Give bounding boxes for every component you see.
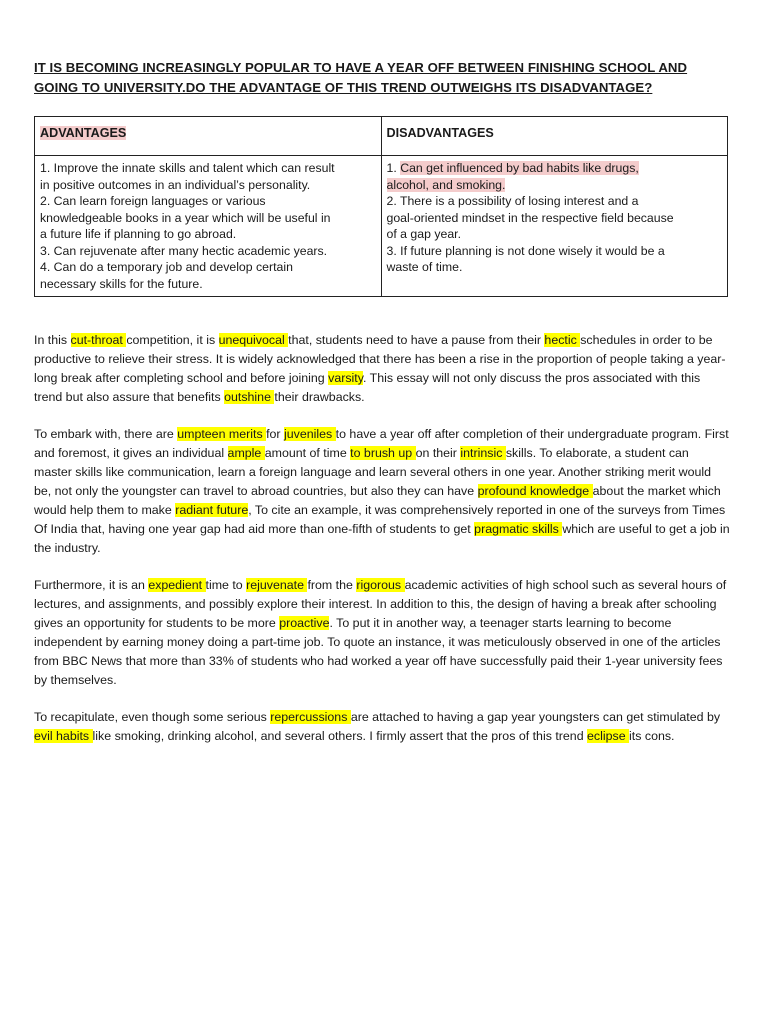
disadvantage-line: 3. If future planning is not done wisely it would be a xyxy=(386,243,665,258)
title-line-2: GOING TO UNIVERSITY.DO THE ADVANTAGE OF THIS TREND OUTWEIGHS ITS DISADVANTAGE? xyxy=(34,80,653,95)
paragraph-text: from the xyxy=(307,578,357,593)
body-paragraph-2 xyxy=(34,576,730,689)
highlighted-vocabulary: cut-throat xyxy=(70,333,127,347)
paragraph-text: To embark with, there are xyxy=(34,427,178,442)
document-page xyxy=(34,58,730,765)
paragraph-text: , To cite an example, it was comprehensively reported in one of the surveys from Times Of India that, having one year gap had aid more than one-fifth of students to get xyxy=(34,502,726,536)
highlighted-vocabulary: pragmatic skills xyxy=(474,521,563,536)
paragraph-text: that, students need to have a pause from their xyxy=(288,333,545,347)
paragraph-text: To recapitulate, even though some serious xyxy=(34,710,271,725)
disadvantages-list xyxy=(381,156,728,297)
paragraph-text: on their xyxy=(415,446,461,461)
highlighted-vocabulary: proactive xyxy=(279,616,330,631)
advantage-line: necessary skills for the future. xyxy=(40,276,203,291)
paragraph-text: which are useful to get a job in the industry. xyxy=(34,521,730,555)
advantage-line: 2. Can learn foreign languages or various xyxy=(40,194,266,208)
advantage-line: knowledgeable books in a year which will be useful in xyxy=(40,210,331,225)
advantage-line: in positive outcomes in an individual’s personality. xyxy=(40,177,311,192)
advantage-line: 3. Can rejuvenate after many hectic academic years. xyxy=(40,243,328,258)
paragraph-text: schedules in order to be productive to relieve their stress. It is widely acknowledged that there has been a rise in the proportion of people taking a year-long break after completing school and before joining xyxy=(34,333,726,385)
highlighted-vocabulary: radiant future xyxy=(175,502,249,517)
disadvantage-prefix: 1. xyxy=(386,161,401,175)
advantages-header-cell xyxy=(35,117,382,156)
paragraph-text: are attached to having a gap year youngsters can get stimulated by xyxy=(350,710,721,725)
highlighted-disadvantage: alcohol, and smoking. xyxy=(386,177,506,192)
highlighted-vocabulary: juveniles xyxy=(284,427,336,442)
highlighted-vocabulary: to brush up xyxy=(350,446,416,461)
paragraph-text: to have a year off after completion of their undergraduate program. First and foremost, it gives an individual xyxy=(34,427,729,461)
paragraph-text: amount of time xyxy=(264,446,351,461)
paragraph-text: for xyxy=(266,427,284,442)
advantage-line: a future life if planning to go abroad. xyxy=(40,227,237,241)
body-paragraph-1 xyxy=(34,425,730,557)
essay-title xyxy=(34,58,730,98)
highlighted-vocabulary: evil habits xyxy=(34,729,93,744)
paragraph-text: their drawbacks. xyxy=(274,389,365,404)
highlighted-vocabulary: repercussions xyxy=(270,710,351,725)
disadvantage-line: 2. There is a possibility of losing interest and a xyxy=(386,194,639,208)
highlighted-vocabulary: ample xyxy=(227,446,265,461)
paragraph-text: competition, it is xyxy=(126,333,219,347)
paragraph-text: time to xyxy=(205,578,247,593)
essay-body xyxy=(34,331,730,746)
highlighted-vocabulary: hectic xyxy=(544,333,581,347)
paragraph-text: about the market which would help them to make xyxy=(34,484,721,517)
highlighted-vocabulary: profound knowledge xyxy=(477,484,593,499)
highlighted-vocabulary: umpteen merits xyxy=(177,427,267,442)
disadvantage-line: of a gap year. xyxy=(386,227,462,241)
paragraph-text: Furthermore, it is an xyxy=(34,578,149,593)
highlighted-vocabulary: expedient xyxy=(148,578,206,593)
highlighted-vocabulary: varsity xyxy=(328,370,364,385)
highlighted-disadvantage: Can get influenced by bad habits like drugs, xyxy=(400,161,639,175)
highlighted-vocabulary: intrinsic xyxy=(460,446,506,461)
highlighted-vocabulary: rejuvenate xyxy=(246,578,308,593)
introduction-paragraph xyxy=(34,331,730,407)
paragraph-text: . To put it in another way, a teenager starts learning to become independent by earning money doing a part-time job. To quote an instance, it was meticulously observed in one of the articles from BBC News that more than 33% of students who had worked a year off have successfully paid their 1-year university fees by themselves. xyxy=(34,616,723,687)
pros-cons-table xyxy=(34,116,728,297)
paragraph-text: In this xyxy=(34,333,71,347)
paragraph-text: its cons. xyxy=(629,729,675,744)
advantage-line: 4. Can do a temporary job and develop certain xyxy=(40,260,293,274)
disadvantage-line: waste of time. xyxy=(386,260,463,274)
highlighted-vocabulary: outshine xyxy=(224,389,275,404)
disadvantages-header: DISADVANTAGES xyxy=(386,126,494,140)
highlighted-vocabulary: eclipse xyxy=(587,729,630,744)
disadvantage-line: goal-oriented mindset in the respective field because xyxy=(386,210,674,225)
disadvantage-line xyxy=(387,160,723,177)
paragraph-text: skills. To elaborate, a student can master skills like communication, learn a foreign language and learn several others in one year. Another striking merit would be, not only the youngster can travel to abroad countries, but also they can have xyxy=(34,446,712,499)
highlighted-vocabulary: rigorous xyxy=(356,578,405,593)
paragraph-text: like smoking, drinking alcohol, and several others. I firmly assert that the pros of this trend xyxy=(92,729,588,744)
highlighted-vocabulary: unequivocal xyxy=(218,333,289,347)
advantage-line: 1. Improve the innate skills and talent which can result xyxy=(40,161,335,175)
paragraph-text: . This essay will not only discuss the pros associated with this trend but also assure that benefits xyxy=(34,370,701,404)
disadvantage-line xyxy=(387,177,723,194)
advantages-list xyxy=(35,156,382,297)
conclusion-paragraph xyxy=(34,708,730,746)
advantages-header: ADVANTAGES xyxy=(40,126,127,140)
disadvantages-header-cell xyxy=(381,117,728,156)
paragraph-text: academic activities of high school such as several hours of lectures, and assignments, and possibly explore their interest. In addition to this, the design of having a break after schooling gives an opportunity for students to be more xyxy=(34,578,727,631)
title-line-1: IT IS BECOMING INCREASINGLY POPULAR TO HAVE A YEAR OFF BETWEEN FINISHING SCHOOL AND xyxy=(34,60,688,75)
